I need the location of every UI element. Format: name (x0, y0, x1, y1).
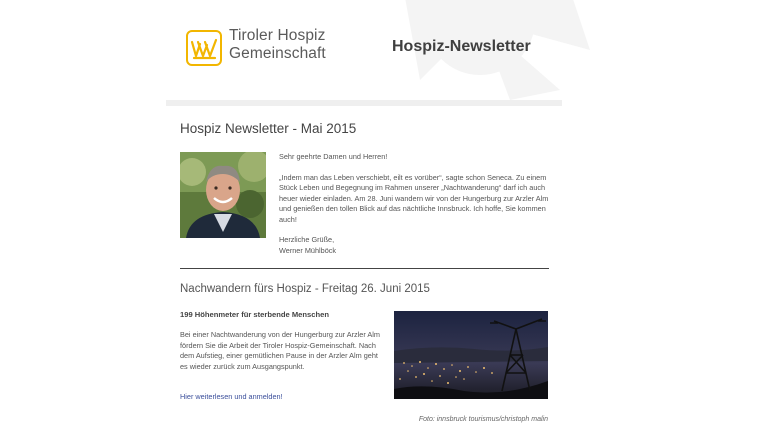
logo-text (229, 27, 326, 63)
intro-signature: Werner Mühlböck (279, 245, 337, 255)
event-heading: Nachwandern fürs Hospiz - Freitag 26. Juni 2015 (180, 283, 430, 295)
portrait-image (180, 152, 266, 238)
hands-logo-icon (186, 30, 222, 66)
intro-text (279, 152, 554, 256)
intro-paragraph: „Indem man das Leben verschiebt, eilt es vorüber“, sagte schon Seneca. Zu einem Stück Leben und Begegnung im Rahmen unserer „Nachtwanderung“ darf ich auch heuer wieder einladen. Am 28. Juni wandern wir von der Hungerburg zur Arzler Alm und genießen den tollen Blick auf das nächtliche Innsbruck. Ich hoffe, Sie kommen auch! (279, 172, 549, 224)
read-more-link[interactable]: Hier weiterlesen und anmelden! (180, 392, 283, 401)
event-subheading: 199 Höhenmeter für sterbende Menschen (180, 310, 329, 319)
night-hike-photo (394, 311, 548, 399)
intro-heading: Hospiz Newsletter - Mai 2015 (180, 121, 357, 136)
night-city-image (394, 311, 548, 399)
newsletter-title: Hospiz-Newsletter (392, 38, 531, 55)
newsletter-container (166, 0, 562, 433)
header-divider (166, 100, 562, 106)
newsletter-header (166, 0, 562, 100)
logo-line-1: Tiroler Hospiz (229, 27, 326, 44)
event-text: Bei einer Nachtwanderung von der Hungerburg zur Arzler Alm fördern Sie die Arbeit der Tiroler Hospiz-Gemeinschaft. Nach dem Aufstieg, einer gemütlichen Pause in der Arzler Alm geht es wieder zurück zum Ausgangspunkt. (180, 330, 380, 371)
section-divider (180, 268, 549, 269)
tiroler-hospiz-logo[interactable] (186, 27, 326, 69)
photo-caption: Foto: innsbruck tourismus/christoph malin (418, 416, 548, 423)
intro-closing: Herzliche Grüße, (279, 235, 335, 244)
logo-line-2: Gemeinschaft (229, 45, 326, 62)
portrait-photo (180, 152, 266, 238)
intro-greeting: Sehr geehrte Damen und Herren! (279, 152, 388, 161)
